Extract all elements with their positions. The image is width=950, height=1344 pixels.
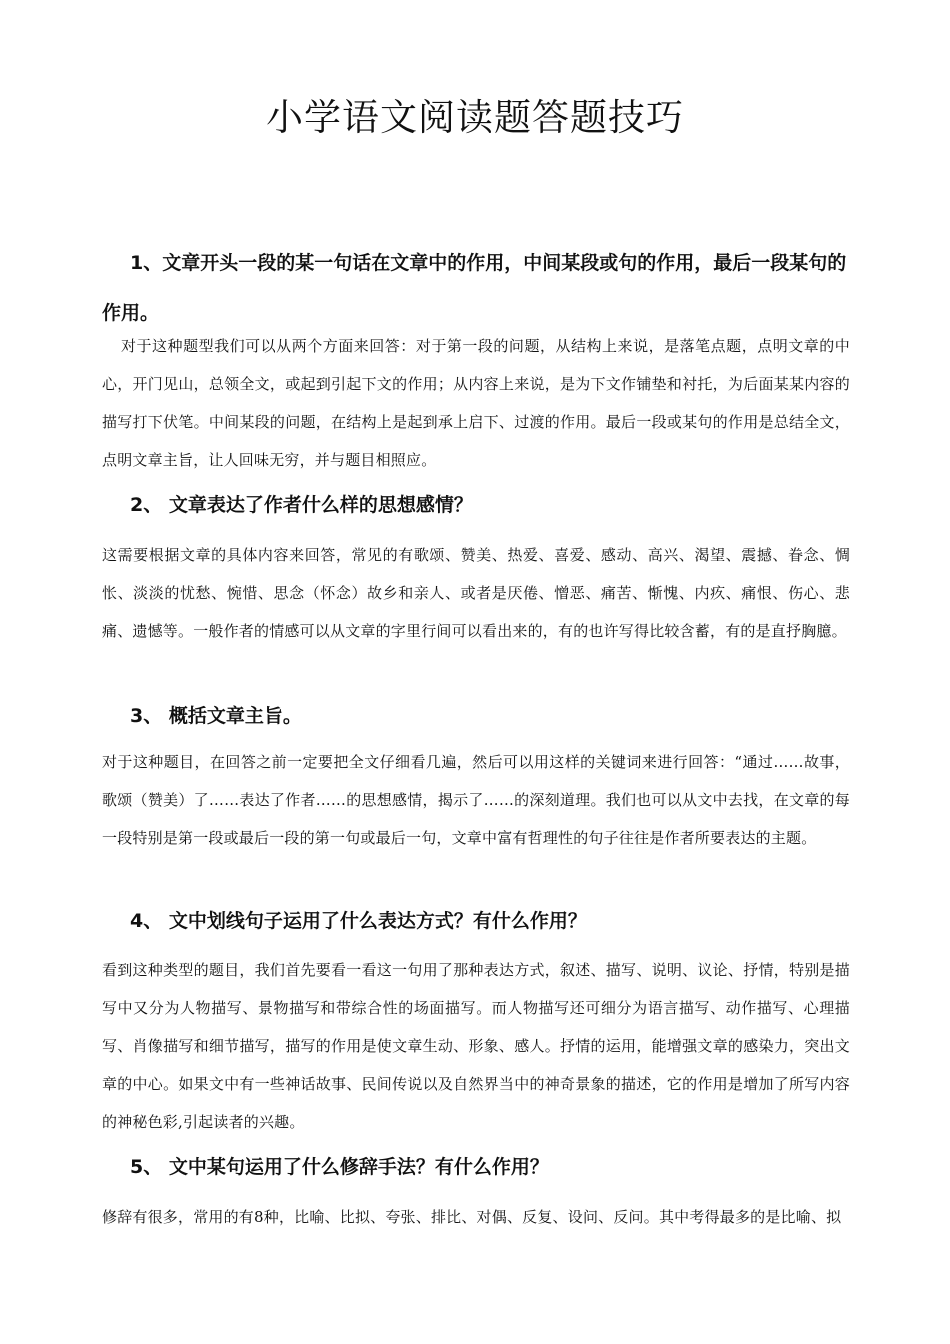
section-3-heading: 3、 概括文章主旨。 xyxy=(130,705,302,727)
section-4-heading: 4、 文中划线句子运用了什么表达方式？有什么作用？ xyxy=(130,910,587,932)
section-4-body: 看到这种类型的题目，我们首先要看一看这一句用了那种表达方式，叙述、描写、说明、议论、抒情，特别是描写中又分为人物描写、景物描写和带综合性的场面描写。而人物描写还可细分为语言描写、动作描写、心理描写、肖像描写和细节描写，描写的作用是使文章生动、形象、感人。抒情的运用，能增强文章的感染力，突出文章的中心。如果文中有一些神话故事、民间传说以及自然界当中的神奇景象的描述，它的作用是增加了所写内容的神秘色彩,引起读者的兴趣。 xyxy=(102,961,850,1131)
section-1-body: 对于这种题型我们可以从两个方面来回答：对于第一段的问题，从结构上来说，是落笔点题，点明文章的中心，开门见山，总领全文，或起到引起下文的作用；从内容上来说，是为下文作铺垫和衬托，为后面某某内容的描写打下伏笔。中间某段的问题，在结构上是起到承上启下、过渡的作用。最后一段或某句的作用是总结全文，点明文章主旨，让人回味无穷，并与题目相照应。 xyxy=(102,337,850,469)
section-2-heading: 2、 文章表达了作者什么样的思想感情？ xyxy=(130,494,473,516)
page-title: 小学语文阅读题答题技巧 xyxy=(266,96,684,139)
section-5-heading: 5、 文中某句运用了什么修辞手法？有什么作用？ xyxy=(130,1156,549,1178)
section-2-body: 这需要根据文章的具体内容来回答，常见的有歌颂、赞美、热爱、喜爱、感动、高兴、渴望、震撼、眷念、惆怅、淡淡的忧愁、惋惜、思念（怀念）故乡和亲人、或者是厌倦、憎恶、痛苦、惭愧、内疚、痛恨、伤心、悲痛、遗憾等。一般作者的情感可以从文章的字里行间可以看出来的，有的也许写得比较含蓄，有的是直抒胸臆。 xyxy=(102,546,850,640)
section-1-heading: 1、文章开头一段的某一句话在文章中的作用，中间某段或句的作用，最后一段某句的作用。 xyxy=(102,252,847,324)
section-5-body: 修辞有很多，常用的有8种，比喻、比拟、夸张、排比、对偶、反复、设问、反问。其中考得最多的是比喻、拟 xyxy=(102,1208,842,1226)
section-3-body: 对于这种题目，在回答之前一定要把全文仔细看几遍，然后可以用这样的关键词来进行回答：“通过……故事，歌颂（赞美）了……表达了作者……的思想感情，揭示了……的深刻道理。我们也可以从文中去找，在文章的每一段特别是第一段或最后一段的第一句或最后一句，文章中富有哲理性的句子往往是作者所要表达的主题。 xyxy=(102,753,850,847)
